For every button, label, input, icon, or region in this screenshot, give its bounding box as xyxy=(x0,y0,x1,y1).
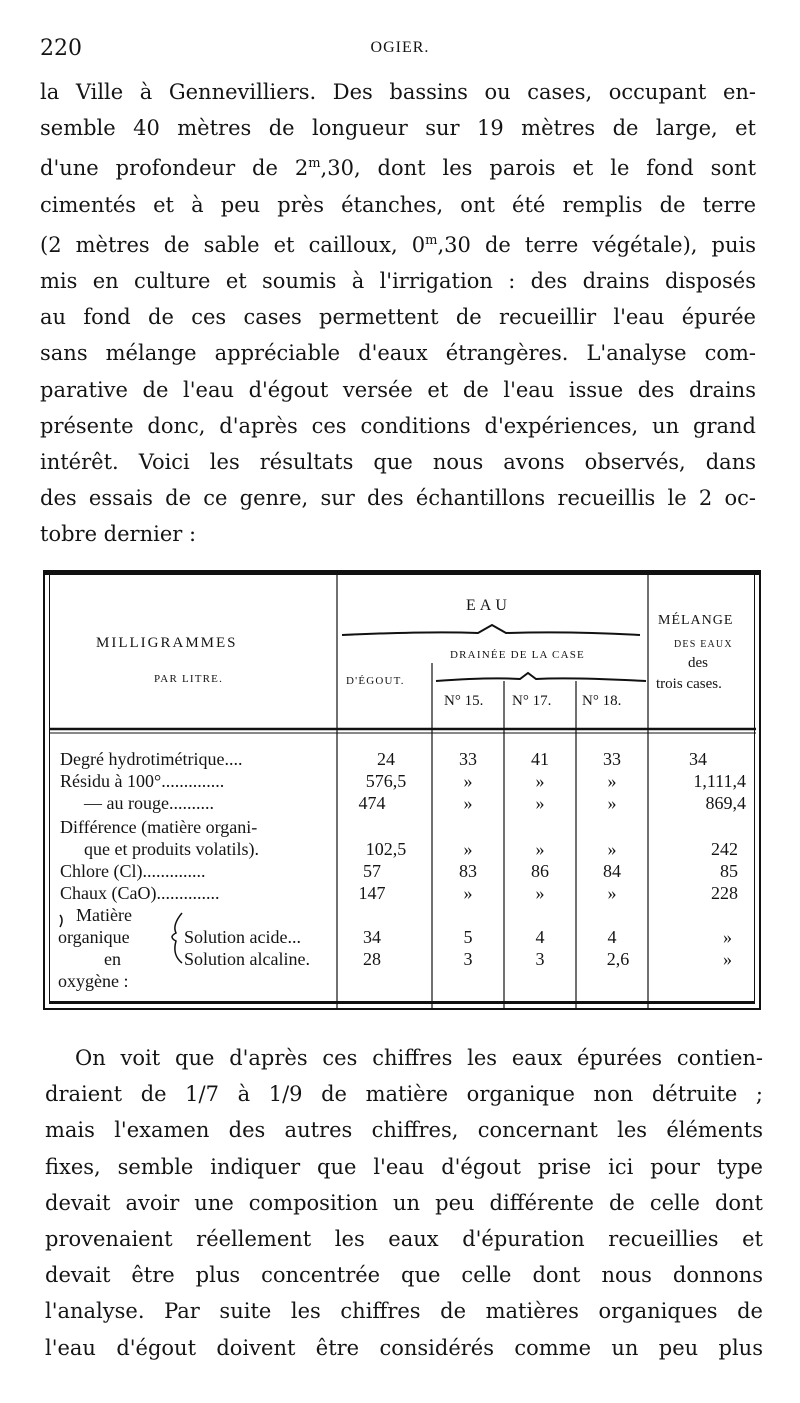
cell-n17: » xyxy=(535,771,545,791)
text-line: cimentés et à peu près étanches, ont été remplis de terre xyxy=(40,192,756,217)
text-line: devait être plus concentrée que celle dont nous donnons xyxy=(45,1263,763,1288)
header-trois-cases: trois cases. xyxy=(656,676,722,692)
page-number: 220 xyxy=(40,36,82,61)
cell-egout: 474 xyxy=(358,793,386,813)
matiere-label-1: Matière xyxy=(76,905,132,925)
cell-n15: » xyxy=(463,771,473,791)
cell-n18: » xyxy=(607,793,617,813)
cell-egout: 28 xyxy=(363,949,381,969)
brace-right xyxy=(172,913,182,963)
row-label: Chlore (Cl).............. xyxy=(60,861,206,881)
cell-egout: 102,5 xyxy=(365,839,407,859)
cell-n15: » xyxy=(463,793,473,813)
cell-n17: » xyxy=(535,883,545,903)
text-line: tobre dernier : xyxy=(40,522,197,547)
header-n15: N° 15. xyxy=(444,693,484,709)
matiere-label-4: oxygène : xyxy=(58,971,129,991)
text-line: fixes, semble indiquer que l'eau d'égout prise ici pour type xyxy=(45,1154,763,1179)
solution-alcaline-label: Solution alcaline. xyxy=(184,949,310,969)
cell-n17: 4 xyxy=(535,927,545,947)
header-n17: N° 17. xyxy=(512,693,552,709)
header-milligrammes: MILLIGRAMMES xyxy=(96,635,238,651)
cell-egout: 34 xyxy=(363,927,381,947)
header-eau: EAU xyxy=(466,597,511,614)
header-drainee: DRAINÉE DE LA CASE xyxy=(450,649,585,661)
text-line: mis en culture et soumis à l'irrigation : des drains disposés xyxy=(40,269,756,294)
cell-n18: 33 xyxy=(603,749,621,769)
cell-melange: » xyxy=(723,949,732,969)
brace-eau xyxy=(342,625,640,635)
running-head: OGIER. xyxy=(370,39,430,56)
text-line: présente donc, d'après ces conditions d'expériences, un grand xyxy=(40,413,756,438)
text-line: mais l'examen des autres chiffres, concernant les éléments xyxy=(45,1118,763,1143)
cell-n17: 86 xyxy=(531,861,549,881)
cell-egout: 147 xyxy=(358,883,386,903)
cell-n15: 83 xyxy=(459,861,477,881)
table-inner-frame xyxy=(49,575,755,1004)
text-line: semble 40 mètres de longueur sur 19 mètres de large, et xyxy=(40,116,756,141)
cell-n17: 41 xyxy=(531,749,549,769)
cell-n15: » xyxy=(463,839,473,859)
row-label: — au rouge.......... xyxy=(84,793,214,813)
solution-acide-label: Solution acide... xyxy=(184,927,301,947)
cell-n17: » xyxy=(535,839,545,859)
header-par-litre: PAR LITRE. xyxy=(154,673,224,685)
text-line: (2 mètres de sable et cailloux, 0$^m$,30 de terre végétale), puis xyxy=(40,232,757,257)
text-line: devait avoir une composition un peu différente de celle dont xyxy=(45,1190,763,1215)
header-des-eaux: DES EAUX xyxy=(674,639,733,650)
cell-n17: » xyxy=(535,793,545,813)
cell-melange: 1,111,4 xyxy=(693,771,746,791)
cell-n18: 84 xyxy=(603,861,621,881)
page-header xyxy=(40,36,760,68)
brace-drainee xyxy=(436,673,646,681)
matiere-label-3: en xyxy=(104,949,121,969)
cell-melange: 242 xyxy=(711,839,738,859)
cell-n17: 3 xyxy=(535,949,545,969)
row-label: Chaux (CaO).............. xyxy=(60,883,220,903)
cell-n15: 5 xyxy=(463,927,473,947)
header-degout: D'ÉGOUT. xyxy=(346,675,405,687)
text-line: On voit que d'après ces chiffres les eaux épurées contien- xyxy=(75,1046,763,1070)
cell-melange: 85 xyxy=(720,861,738,881)
results-table xyxy=(43,570,761,1010)
row-label: Degré hydrotimétrique.... xyxy=(60,749,243,769)
text-line: au fond de ces cases permettent de recueillir l'eau épurée xyxy=(40,305,756,330)
cell-melange: 228 xyxy=(711,883,738,903)
cell-n18: » xyxy=(607,839,617,859)
text-line: la Ville à Gennevilliers. Des bassins ou cases, occupant en- xyxy=(40,80,756,104)
cell-melange: 869,4 xyxy=(705,793,746,813)
header-des: des xyxy=(688,655,708,671)
paragraph-intro xyxy=(40,74,756,553)
cell-egout: 57 xyxy=(363,861,381,881)
brace-left xyxy=(60,915,62,927)
cell-egout: 576,5 xyxy=(365,771,407,791)
text-line: intérêt. Voici les résultats que nous avons observés, dans xyxy=(40,450,756,475)
cell-n18: » xyxy=(607,771,617,791)
cell-egout: 24 xyxy=(377,749,395,769)
cell-n15: 33 xyxy=(459,749,477,769)
row-label: Différence (matière organi- xyxy=(60,817,258,837)
header-n18: N° 18. xyxy=(582,693,622,709)
cell-melange: » xyxy=(723,927,732,947)
text-line: sans mélange appréciable d'eaux étrangères. L'analyse com- xyxy=(40,341,756,366)
text-line: draient de 1/7 à 1/9 de matière organique non détruite ; xyxy=(45,1082,763,1107)
header-melange: MÉLANGE xyxy=(658,613,734,628)
text-line: provenaient réellement les eaux d'épuration recueillies et xyxy=(45,1227,763,1252)
cell-n18: 2,6 xyxy=(606,949,630,969)
text-line: des essais de ce genre, sur des échantillons recueillis le 2 oc- xyxy=(40,486,756,511)
matiere-label-2: organique xyxy=(58,927,130,947)
cell-n18: » xyxy=(607,883,617,903)
text-line: l'eau d'égout doivent être considérés comme un peu plus xyxy=(45,1335,763,1360)
paragraph-discussion xyxy=(45,1040,763,1366)
text-line: l'analyse. Par suite les chiffres de matières organiques de xyxy=(45,1299,763,1324)
cell-n18: 4 xyxy=(607,927,617,947)
text-line: parative de l'eau d'égout versée et de l'eau issue des drains xyxy=(40,377,756,402)
text-line: d'une profondeur de 2$^m$,30, dont les parois et le fond sont xyxy=(40,156,757,181)
cell-n15: » xyxy=(463,883,473,903)
cell-melange: 34 xyxy=(689,749,707,769)
cell-n15: 3 xyxy=(463,949,473,969)
row-label: que et produits volatils). xyxy=(84,839,259,859)
row-label: Résidu à 100°.............. xyxy=(60,771,225,791)
